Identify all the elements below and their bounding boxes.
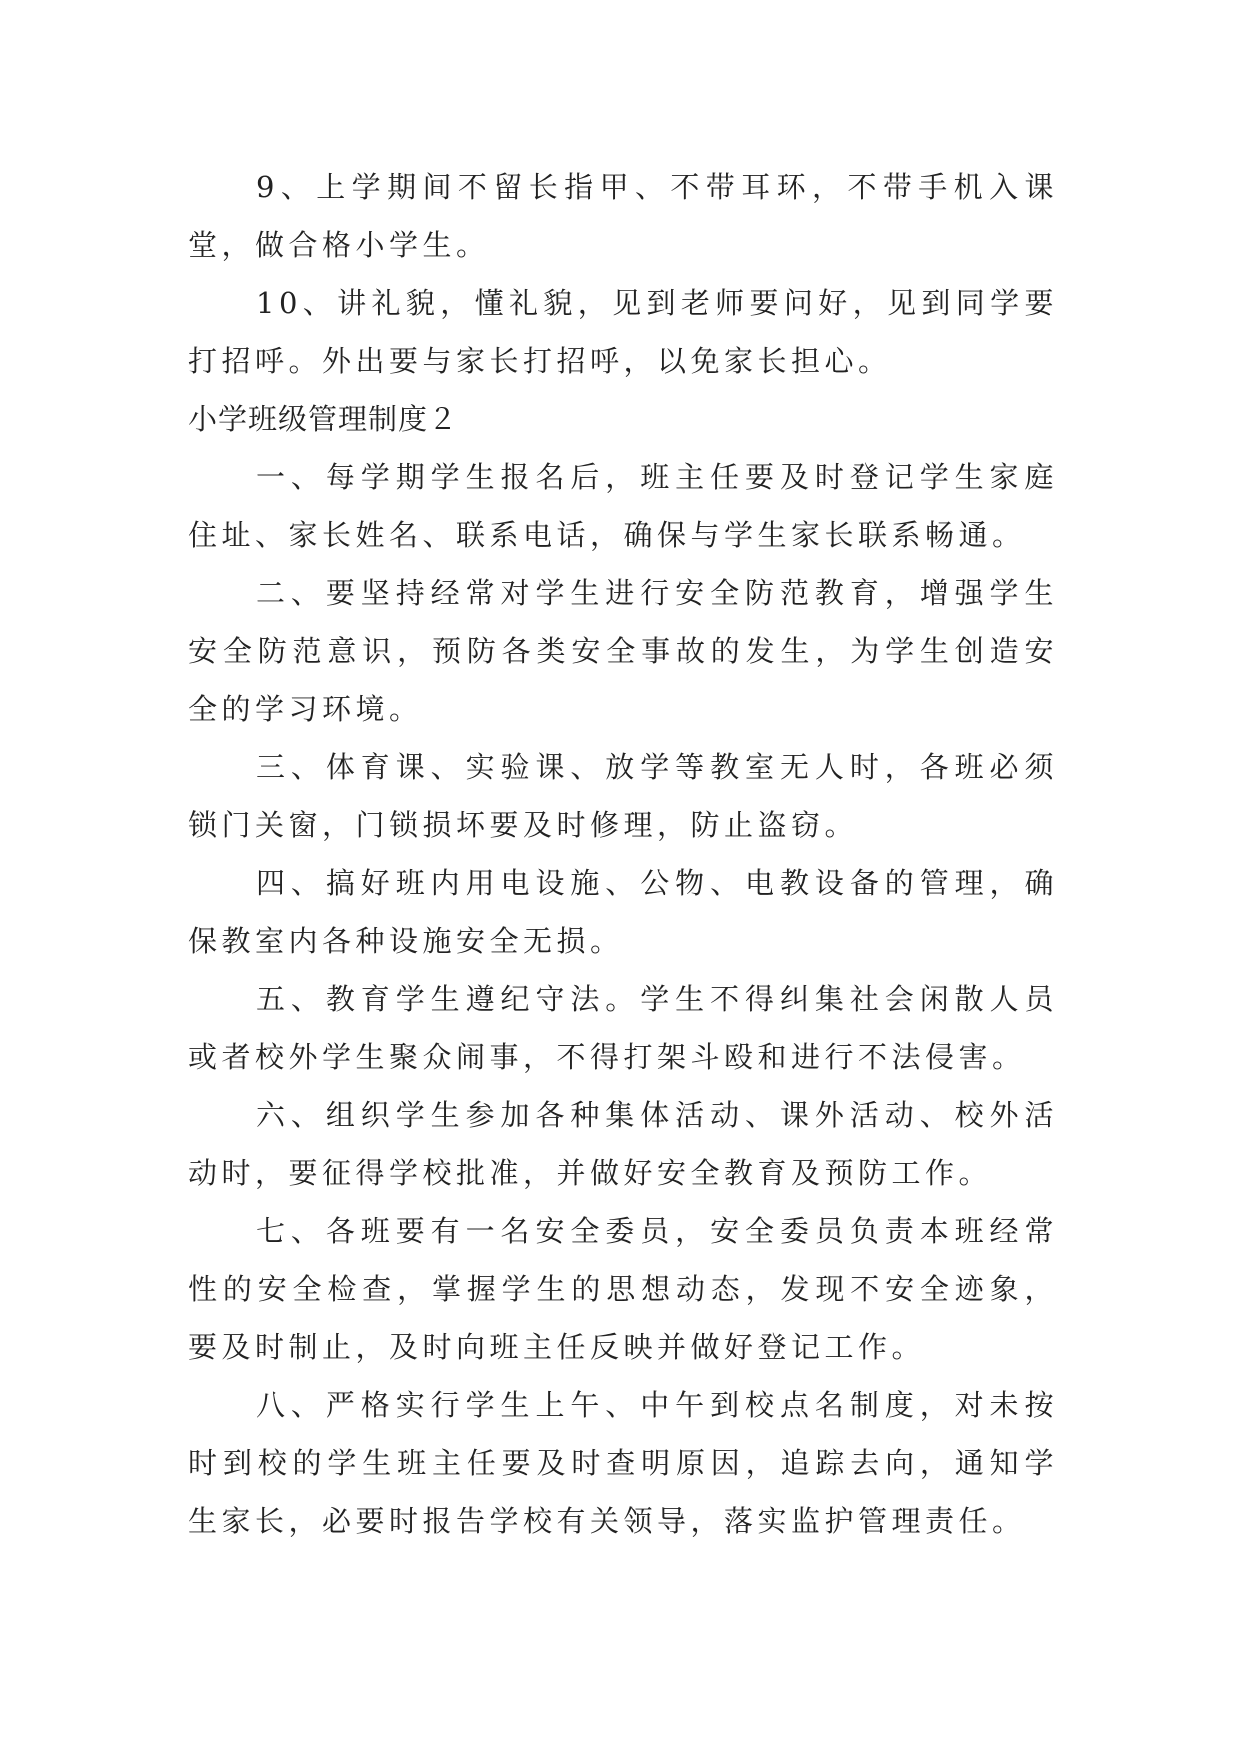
paragraph-item-6: 六、组织学生参加各种集体活动、课外活动、校外活动时，要征得学校批准，并做好安全教育及预防工作。 [188, 1098, 1058, 1190]
paragraph-rule-9: 9、上学期间不留长指甲、不带耳环，不带手机入课堂，做合格小学生。 [188, 170, 1058, 262]
paragraph-item-7: 七、各班要有一名安全委员，安全委员负责本班经常性的安全检查，掌握学生的思想动态，发现不安全迹象，要及时制止，及时向班主任反映并做好登记工作。 [188, 1214, 1058, 1364]
paragraph-item-3: 三、体育课、实验课、放学等教室无人时，各班必须锁门关窗，门锁损坏要及时修理，防止盗窃。 [188, 750, 1058, 842]
paragraph-rule-10: 10、讲礼貌，懂礼貌，见到老师要问好，见到同学要打招呼。外出要与家长打招呼，以免家长担心。 [188, 286, 1058, 378]
paragraph-item-2: 二、要坚持经常对学生进行安全防范教育，增强学生安全防范意识，预防各类安全事故的发生，为学生创造安全的学习环境。 [188, 576, 1058, 726]
paragraph-item-8: 八、严格实行学生上午、中午到校点名制度，对未按时到校的学生班主任要及时查明原因，追踪去向，通知学生家长，必要时报告学校有关领导，落实监护管理责任。 [188, 1388, 1058, 1538]
paragraph-item-5: 五、教育学生遵纪守法。学生不得纠集社会闲散人员或者校外学生聚众闹事，不得打架斗殴和进行不法侵害。 [188, 982, 1058, 1074]
paragraph-item-4: 四、搞好班内用电设施、公物、电教设备的管理，确保教室内各种设施安全无损。 [188, 866, 1058, 958]
paragraph-item-1: 一、每学期学生报名后，班主任要及时登记学生家庭住址、家长姓名、联系电话，确保与学生家长联系畅通。 [188, 460, 1058, 552]
document-body [188, 158, 1058, 1550]
section-heading: 小学班级管理制度２ [188, 402, 459, 436]
